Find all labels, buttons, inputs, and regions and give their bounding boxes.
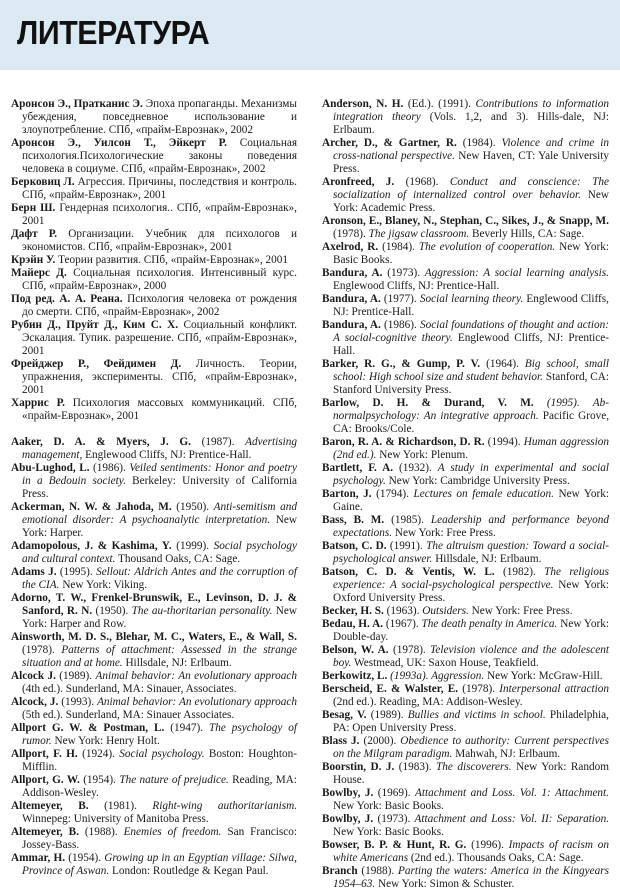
reference-entry — [11, 696, 297, 722]
reference-rest: San Francisco: Jossey-Bass. — [22, 826, 298, 851]
english-references-list-right — [322, 98, 609, 891]
reference-title: Growing up in an Egyptian village: Silwa, Province of Aswan. — [22, 852, 297, 877]
reference-author: Bowlby, J. — [322, 787, 374, 799]
reference-date: (1983). — [394, 761, 437, 773]
reference-entry — [11, 202, 297, 228]
reference-date: (1999). — [171, 540, 214, 552]
reference-rest: New York: Simon & Schuster. — [375, 878, 515, 890]
reference-title: Social psychology. — [119, 748, 205, 760]
reference-rest: Thousand Oaks, CA: Sage. — [115, 553, 241, 565]
page-title: ЛИТЕРАТУРА — [17, 14, 210, 51]
reference-author: Branch — [322, 865, 358, 877]
reference-author: Adamopolous, J. & Kashima, Y. — [11, 540, 172, 552]
reference-entry — [322, 241, 609, 267]
reference-entry — [322, 488, 609, 514]
reference-rest: Englewood Cliffs, NJ: Prentice-Hall. — [333, 332, 609, 357]
reference-rest: Психология человека от рождения до смерти. СПб, «прайм-Еврознак», 2002 — [22, 293, 297, 318]
reference-title: Outsiders. — [422, 605, 469, 617]
reference-rest: New York: Free Press. — [392, 527, 496, 539]
reference-author: Boorstin, D. J. — [322, 761, 395, 773]
reference-date: (1794). — [371, 488, 414, 500]
reference-author: Belson, W. A. — [322, 644, 389, 656]
reference-entry — [322, 735, 609, 761]
reference-author: Alcock J. — [11, 670, 56, 682]
reference-rest: (2nd ed.). Reading, MA: Addison-Wesley. — [333, 696, 523, 708]
reference-entry — [11, 176, 297, 202]
reference-author: Крэйн У. — [11, 254, 56, 266]
reference-entry — [322, 566, 609, 605]
reference-entry — [322, 358, 609, 397]
reference-rest: Englewood Cliffs, NJ: Prentice-Hall. — [333, 280, 500, 292]
reference-author: Altemeyer, B. — [11, 826, 79, 838]
reference-author: Bedau, H. A. — [322, 618, 384, 630]
reference-entry — [322, 514, 609, 540]
reference-entry — [322, 176, 609, 215]
reference-entry — [322, 670, 609, 683]
reference-date: (1995). — [56, 566, 97, 578]
reference-rest: (2nd ed.). Thousands Oaks, CA: Sage. — [408, 852, 584, 864]
reference-title: The nature of prejudice. — [119, 774, 229, 786]
reference-date: (1947). — [164, 722, 209, 734]
reference-date: (1986). — [380, 319, 420, 331]
reference-title: Attachment and Loss. Vol. 1: Attachment. — [414, 787, 609, 799]
reference-author: Bartlett, F. A. — [322, 462, 394, 474]
reference-title: Animal behavior: An evolutionary approach — [95, 670, 297, 682]
reference-title: Social foundations of thought and action: A social-cognitive theory. — [333, 319, 609, 344]
reference-author: Дафт Р. — [11, 228, 58, 240]
reference-rest: Hillsdale, NJ: Erlbaum. — [432, 553, 542, 565]
reference-author: Ackerman, N. W. & Jahoda, M. — [11, 501, 172, 513]
reference-author: Ainsworth, M. D. S., Blehar, M. C., Waters, E., & Wall, S. — [11, 631, 297, 643]
reference-title: Parting the waters: America in the Kingyears 1954–63. — [333, 865, 609, 890]
reference-date: (1964). — [480, 358, 525, 370]
reference-entry — [322, 709, 609, 735]
reference-rest: Социальный конфликт. Эскалация. Тупик. разрешение. СПб, «прайм-Еврознак», 2001 — [22, 319, 297, 357]
reference-date: (1950). — [92, 605, 132, 617]
reference-entry — [11, 852, 297, 878]
reference-entry — [322, 865, 609, 891]
reference-date: (1932). — [393, 462, 438, 474]
reference-rest: New York: Viking. — [59, 579, 148, 591]
reference-title: Attachment and Loss: Vol. II: Separation. — [414, 813, 610, 825]
reference-entry — [11, 774, 297, 800]
reference-author: Bowlby, J. — [322, 813, 374, 825]
references-left-column — [11, 98, 298, 877]
reference-author: Bass, B. M. — [322, 514, 385, 526]
reference-date: (1984). — [378, 241, 419, 253]
reference-rest: Boston: Houghton-Mifflin. — [22, 748, 297, 773]
reference-rest: New York: Harper and Row. — [22, 605, 297, 630]
reference-author: Becker, H. S. — [322, 605, 384, 617]
reference-rest: Теории развития. СПб, «прайм-Еврознак», 2001 — [55, 254, 289, 266]
reference-author: Axelrod, R. — [322, 241, 379, 253]
reference-entry — [11, 267, 297, 293]
reference-date: (1989). — [366, 709, 408, 721]
reference-author: Bandura, A. — [322, 267, 383, 279]
reference-title: Sellout: Aldrich Antes and the corruption of the CIA. — [22, 566, 297, 591]
reference-author: Bowser, B. P. & Hunt, R. G. — [322, 839, 467, 851]
reference-rest: New York: Academic Press. — [333, 189, 610, 214]
reference-rest: London: Routledge & Kegan Paul. — [109, 865, 269, 877]
reference-entry — [11, 436, 297, 462]
page-header-band — [0, 0, 620, 70]
reference-entry — [11, 137, 297, 176]
reference-entry — [11, 501, 297, 540]
reference-date: (2000). — [359, 735, 401, 747]
reference-rest: Психология массовых коммуникаций. СПб, «прайм-Еврознак», 2001 — [22, 397, 297, 422]
reference-title: Social learning theory. — [419, 293, 524, 305]
reference-entry — [11, 358, 297, 397]
reference-entry — [322, 618, 609, 644]
reference-author: Bandura, A. — [322, 319, 381, 331]
reference-date: (1989). — [55, 670, 96, 682]
reference-date: (1985). — [384, 514, 431, 526]
reference-rest: Reading, MA: Addison-Wesley. — [22, 774, 297, 799]
reference-title: (1995). Ab-normalpsychology: An integrative approach. — [333, 397, 609, 422]
reference-date: (1988). — [78, 826, 124, 838]
reference-title: Aggression: A social learning analysis. — [424, 267, 609, 279]
reference-entry — [322, 267, 609, 293]
reference-entry — [322, 137, 609, 176]
reference-rest: Beverly Hills, CA: Sage. — [469, 228, 585, 240]
reference-author: Аронсон Э., Пратканис Э. — [11, 98, 143, 110]
reference-entry — [11, 462, 297, 501]
reference-date: (1991). — [386, 540, 427, 552]
reference-entry — [11, 826, 297, 852]
reference-entry — [322, 397, 609, 436]
reference-author: Barlow, D. H. & Durand, V. M. — [322, 397, 534, 409]
reference-author: Altemeyer, B. — [11, 800, 89, 812]
reference-entry — [11, 631, 297, 670]
reference-entry — [11, 540, 297, 566]
reference-author: Berkowitz, L. — [322, 670, 388, 682]
reference-date: (1981). — [88, 800, 153, 812]
reference-rest: Pacific Grove, CA: Brooks/Cole. — [333, 410, 610, 435]
section-gap — [11, 423, 297, 436]
reference-author: Aronson, E., Blaney, N., Stephan, C., Sikes, J., & Snapp, M. — [322, 215, 609, 227]
reference-rest: (Vols. 1,2, and 3). Hills-dale, NJ: Erlbaum. — [333, 111, 609, 136]
reference-date: (1978). — [22, 644, 62, 656]
reference-author: Майерс Д. — [11, 267, 67, 279]
reference-title: Human aggression (2nd ed.). — [333, 436, 610, 461]
reference-entry — [11, 800, 297, 826]
reference-rest: Hillsdale, NJ: Erlbaum. — [122, 657, 232, 669]
reference-title: Leadership and performance beyond expectations. — [333, 514, 609, 539]
reference-author: Берковиц Л. — [11, 176, 75, 188]
reference-title: Right-wing authoritarianism. — [152, 800, 298, 812]
reference-title: The jigsaw classroom. — [368, 228, 470, 240]
reference-date: (1978). — [388, 644, 431, 656]
reference-author: Аронсон Э., Уилсон Т., Эйкерт Р. — [11, 137, 227, 149]
reference-rest: Berkeley: University of California Press. — [22, 475, 297, 500]
reference-date: (1978). — [333, 228, 369, 240]
reference-date — [534, 397, 547, 409]
reference-title: Veiled sentiments: Honor and poetry in a Bedouin society. — [22, 462, 297, 487]
reference-date: (1996). — [466, 839, 509, 851]
reference-author: Barker, R. G., & Gump, P. V. — [322, 358, 481, 370]
reference-date: (1978). — [458, 683, 500, 695]
reference-author: Ammar, H. — [11, 852, 66, 864]
reference-title: Enemies of freedom. — [123, 826, 222, 838]
reference-entry — [322, 215, 609, 241]
reference-date: (1954). — [79, 774, 120, 786]
reference-entry — [11, 722, 297, 748]
reference-entry — [322, 813, 609, 839]
reference-author: Batson, C. D. — [322, 540, 387, 552]
reference-entry — [322, 761, 609, 787]
reference-date: (1967). — [383, 618, 422, 630]
reference-entry — [322, 98, 609, 137]
reference-rest: New York: Basic Books. — [333, 800, 444, 812]
reference-rest: Englewood Cliffs, NJ: Prentice-Hall. — [333, 293, 609, 318]
reference-author: Allport G. W. & Postman, L. — [11, 722, 165, 734]
reference-author: Фрейджер Р., Фейдимен Д. — [11, 358, 182, 370]
reference-author: Baron, R. A. & Richardson, D. R. — [322, 436, 485, 448]
reference-author: Adorno, T. W., Frenkel-Brunswik, E., Levinson, D. J. & Sanford, R. N. — [11, 592, 297, 617]
reference-title: Advertising management, — [22, 436, 297, 461]
reference-title: Social psychology and cultural context. — [22, 540, 297, 565]
reference-title: The au-thoritarian personality. — [131, 605, 273, 617]
reference-entry — [11, 98, 297, 137]
reference-date: (1969). — [373, 787, 415, 799]
reference-entry — [322, 319, 609, 358]
reference-author: Besag, V. — [322, 709, 367, 721]
reference-rest: New York: Gaine. — [333, 488, 609, 513]
reference-entry — [11, 592, 297, 631]
reference-title: Animal behavior: An evolutionary approach — [97, 696, 297, 708]
reference-author: Берн Ш. — [11, 202, 56, 214]
reference-title: Bullies and victims in school. — [407, 709, 546, 721]
reference-title: Patterns of attachment: Assessed in the strange situation and at home. — [22, 644, 297, 669]
reference-entry — [322, 605, 609, 618]
reference-date: (1994). — [484, 436, 524, 448]
reference-title: A study in experimental and social psychology. — [333, 462, 609, 487]
reference-entry — [322, 540, 609, 566]
reference-author: Archer, D., & Gartner, R. — [322, 137, 457, 149]
reference-title: The religious experience: A social-psychological perspective. — [333, 566, 609, 591]
reference-author: Berscheid, E. & Walster, E. — [322, 683, 459, 695]
reference-entry — [322, 644, 609, 670]
reference-date: (1963). — [383, 605, 423, 617]
reference-date: (1987). — [190, 436, 246, 448]
reference-rest: Winnepeg: University of Manitoba Press. — [22, 813, 209, 825]
reference-author: Харрис Р. — [11, 397, 65, 409]
reference-entry — [11, 293, 297, 319]
reference-title: Contributions to information integration theory — [333, 98, 609, 123]
reference-title: Big school, small school: High school size and student behavior. — [333, 358, 610, 383]
reference-rest: New York: Cambridge University Press. — [385, 475, 570, 487]
reference-rest: New York: Harper. — [22, 514, 297, 539]
reference-rest: New York: Henry Holt. — [51, 735, 160, 747]
reference-author: Bandura, A. — [322, 293, 381, 305]
reference-title: Anti-semitism and emotional disorder: A psychoanalytic interpretation. — [22, 501, 297, 526]
reference-author: Aronfreed, J. — [322, 176, 395, 188]
reference-author: Blass J. — [322, 735, 360, 747]
reference-rest: New York: Double-day. — [333, 618, 610, 643]
reference-date: (1954). — [65, 852, 105, 864]
reference-title: The altruism question: Toward a social-psychological answer. — [333, 540, 609, 565]
reference-rest: Организации. Учебник для психологов и экономистов. СПб, «прайм-Еврознак», 2001 — [22, 228, 297, 253]
reference-author: Barton, J. — [322, 488, 372, 500]
reference-entry — [322, 683, 609, 709]
reference-rest: New Haven, CT: Yale University Press. — [333, 150, 610, 175]
reference-rest: (4th ed.). Sunderland, MA: Sinauer, Associates. — [22, 683, 237, 695]
reference-rest: Mahwah, NJ: Erlbaum. — [452, 748, 561, 760]
reference-entry — [322, 787, 609, 813]
russian-references-list — [11, 98, 297, 423]
reference-title: Impacts of racism on white Americans — [333, 839, 609, 864]
reference-title: Conduct and conscience: The socialization of internalized control over behavior. — [333, 176, 610, 201]
reference-entry — [11, 254, 297, 267]
reference-title: Television violence and the adolescent boy. — [333, 644, 609, 669]
reference-rest: Социальная психология.Психологические законы поведения человека в социуме. СПб, «прайм-Еврознак», 2002 — [22, 137, 298, 175]
reference-rest: Westmead, UK: Saxon House, Teakfield. — [351, 657, 539, 669]
reference-rest: New York: Free Press. — [468, 605, 573, 617]
reference-rest: (5th ed.). Sunderland, MA: Sinauer Associates. — [22, 709, 235, 721]
reference-date: (1973). — [382, 267, 425, 279]
reference-date: (1988). — [357, 865, 398, 877]
reference-rest: Philadelphia, PA: Open University Press. — [333, 709, 609, 734]
reference-date: (1993). — [58, 696, 98, 708]
reference-title: Violence and crime in cross-national perspective. — [333, 137, 609, 162]
reference-date: (1968). — [394, 176, 450, 188]
reference-rest: New York: Plenum. — [376, 449, 469, 461]
english-references-list-left — [11, 436, 297, 878]
reference-entry — [11, 228, 297, 254]
reference-title: The psychology of rumor. — [22, 722, 297, 747]
reference-author: Batson, C. D. & Ventis, W. L. — [322, 566, 495, 578]
reference-entry — [11, 566, 297, 592]
reference-author: Abu-Lughod, L. — [11, 462, 90, 474]
reference-author: Alcock, J. — [11, 696, 59, 708]
reference-rest: Социальная психология. Интенсивный курс. СПб, «прайм-Еврознак», 2000 — [22, 267, 297, 292]
reference-entry — [11, 748, 297, 774]
reference-author: Рубин Д., Пруйт Д., Ким С. Х. — [11, 319, 179, 331]
reference-date: (1982). — [494, 566, 545, 578]
reference-author: Anderson, N. H. — [322, 98, 404, 110]
reference-date: (1986). — [89, 462, 130, 474]
reference-author: Allport, G. W. — [11, 774, 80, 786]
reference-title: Interpersonal attraction — [499, 683, 609, 695]
reference-author: Adams J. — [11, 566, 57, 578]
reference-title: The discoverers. — [436, 761, 512, 773]
reference-entry — [322, 839, 609, 865]
reference-title: Lectures on female education. — [413, 488, 554, 500]
reference-title: The evolution of cooperation. — [418, 241, 556, 253]
reference-date: (1973). — [373, 813, 415, 825]
reference-rest: New York: Basic Books. — [333, 826, 444, 838]
reference-rest: Englewood Cliffs, NJ: Prentice-Hall. — [82, 449, 252, 461]
reference-rest: Агрессия. Причины, последствия и контроль. СПб, «прайм-Еврознак», 2001 — [22, 176, 297, 201]
reference-author: Под ред. А. А. Реана. — [11, 293, 123, 305]
references-right-column — [322, 98, 610, 890]
reference-entry — [322, 293, 609, 319]
reference-entry — [11, 670, 297, 696]
reference-rest: New York: McGraw-Hill. — [484, 670, 603, 682]
reference-rest: Гендерная психология.. СПб, «прайм-Еврознак», 2001 — [22, 202, 297, 227]
reference-date: (1950). — [171, 501, 214, 513]
reference-rest: Личность. Теории, упражнения, эксперименты. СПб, «прайм-Еврознак», 2001 — [22, 358, 297, 396]
reference-author: Aaker, D. A. & Myers, J. G. — [11, 436, 191, 448]
reference-rest: New York: Oxford University Press. — [333, 579, 609, 604]
reference-date: (1984). — [456, 137, 502, 149]
reference-rest: Stanford, CA: Stanford University Press. — [333, 371, 610, 396]
reference-entry — [11, 397, 297, 423]
reference-date: (1924). — [77, 748, 120, 760]
reference-entry — [11, 319, 297, 358]
reference-rest: New York: Basic Books. — [333, 241, 609, 266]
reference-date: (1977). — [380, 293, 420, 305]
reference-author: Allport, F. H. — [11, 748, 78, 760]
reference-rest: New York: Random House. — [333, 761, 609, 786]
reference-date: (Ed.). (1991). — [403, 98, 476, 110]
reference-title: Obedience to authority: Current perspectives on the Milgram paradigm. — [333, 735, 609, 760]
reference-entry — [322, 436, 609, 462]
reference-title: The death penalty in America. — [421, 618, 558, 630]
reference-title: (1993a). Aggression. — [390, 670, 485, 682]
reference-rest: Эпоха пропаганды. Механизмы убеждения, повседневное использование и злоупотребление. СПб, «прайм-Еврознак», 2002 — [22, 98, 297, 136]
reference-entry — [322, 462, 609, 488]
